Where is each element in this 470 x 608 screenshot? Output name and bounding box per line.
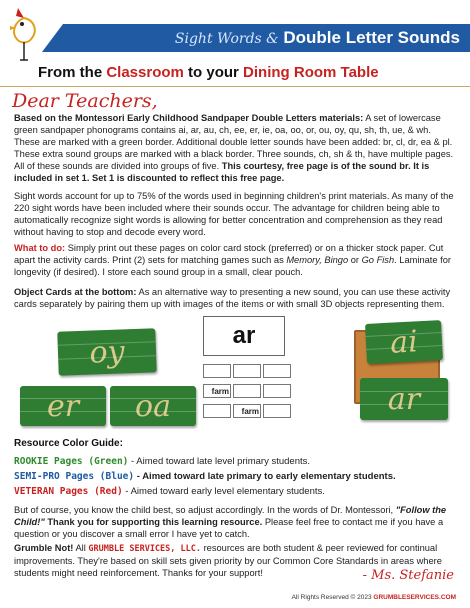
sandpaper-card-oa — [110, 386, 196, 426]
semipro-label: SEMI-PRO Pages (Blue) — [14, 471, 135, 482]
object-cards-bold: Object Cards at the bottom: — [14, 287, 137, 297]
sandpaper-card-ai — [365, 320, 443, 364]
title-script: Sight Words & — [174, 31, 279, 47]
card-letters: ai — [389, 323, 419, 361]
follow-quote: "Follow the Child!" — [14, 505, 447, 527]
subtitle-mid: to your — [183, 64, 244, 81]
subtitle-pre: From the — [38, 64, 107, 81]
object-card-blank — [203, 364, 231, 378]
card-letters: er — [46, 388, 80, 424]
object-card-blank — [233, 364, 261, 378]
semipro-text: - Aimed toward late primary to early elementary students. — [134, 471, 396, 482]
paragraph-follow-child — [14, 504, 456, 540]
guide-row-semipro — [14, 471, 396, 482]
intro-text: A set of lowercase green sandpaper phonograms contains ai, ar, au, ch, ee, er, ie, oa, oo, or, ou, oy, qu, sh, th, ue, & wh. These are marked with a green border. Additional double letter sounds have been added: br, cl, dr, ea & pl. These extra sound groups are marked with a black border. Three sounds, ch, sh & th, have multiple pages. All of these sounds are divided into groups of five. — [14, 113, 454, 171]
paragraph-intro — [14, 112, 456, 184]
signature: - Ms. Stefanie — [362, 568, 454, 583]
card-letters: ar — [387, 381, 421, 417]
header-banner — [0, 0, 470, 62]
subtitle-classroom: Classroom — [106, 64, 184, 81]
footer-text: All Rights Reserved © 2023 — [291, 594, 374, 601]
object-card-example — [200, 316, 294, 428]
footer-link[interactable]: GRUMBLESERVICES.COM — [373, 594, 456, 601]
grumble-text: All — [73, 543, 89, 553]
photo-area — [0, 316, 470, 430]
guide-row-rookie — [14, 456, 310, 467]
what-to-do-games: Memory, Bingo — [286, 255, 349, 265]
paragraph-sight-words: Sight words account for up to 75% of the words used in beginning children's print materials. As many of the 220 sight words have been included where their sounds occur. The advantage for children being able to automatically recognize sight words is allowing for better concentration and comprehension as they read without having to stop and decode every word. — [14, 191, 454, 237]
subtitle — [38, 64, 379, 81]
follow-text: But of course, you know the child best, so adjust accordingly. In the words of Dr. Montessori, — [14, 505, 396, 515]
sandpaper-card-er — [20, 386, 106, 426]
what-to-do-text: Simply print out these pages on color card stock (preferred) or on a thicker stock paper. Cut apart the activity cards. Print (2) sets for matching games such as — [14, 243, 444, 265]
object-cards-text: As an alternative way to presenting a new sound, you can use these activity cards separately by pairing them up with images of the items or with small 3D objects representing them. — [14, 287, 451, 309]
card-letters: oy — [88, 333, 126, 371]
veteran-label: VETERAN Pages (Red) — [14, 486, 123, 497]
object-word: farm — [211, 386, 229, 396]
card-letters: oa — [135, 388, 171, 424]
object-word: farm — [241, 406, 259, 416]
object-card-blank — [263, 364, 291, 378]
footer — [292, 594, 456, 601]
what-to-do-gofish: Go Fish — [361, 255, 395, 265]
object-card-blank — [233, 384, 261, 398]
page-title — [175, 28, 460, 48]
subtitle-dining: Dining Room Table — [243, 64, 379, 81]
object-card-blank — [203, 404, 231, 418]
grumble-text-2: resources are both student & peer reviewed for continual improvements. They're based on skill sets given priority by our Common Core Standards in areas where students might need reinforcement. Thanks for your support! — [14, 543, 442, 578]
title-main: Double Letter Sounds — [283, 28, 460, 47]
object-card-letters: ar — [203, 316, 285, 356]
brand-name: GRUMBLE SERVICES, LLC. — [88, 544, 201, 554]
object-card-word — [203, 384, 231, 398]
object-card-word — [233, 404, 261, 418]
follow-text-2: Please feel free to contact me if you have a question or you discover a small error I have yet to catch. — [14, 517, 444, 539]
sandpaper-card-ar — [360, 378, 448, 420]
follow-bold: Thank you for supporting this learning resource. — [44, 517, 263, 527]
intro-bold: Based on the Montessori Early Childhood Sandpaper Double Letters materials: — [14, 113, 364, 123]
intro-bold-2: This courtesy, free page is of the sound br. It is included in set 1. Set 1 is discounted to reflect this free page. — [14, 161, 430, 183]
greeting: Dear Teachers, — [12, 90, 158, 112]
grumble-bold: Grumble Not! — [14, 543, 74, 553]
rookie-label: ROOKIE Pages (Green) — [14, 456, 129, 467]
sandpaper-card-oy — [57, 328, 156, 375]
paragraph-object-cards — [14, 286, 456, 310]
object-card-blank — [263, 384, 291, 398]
what-to-do-or: or — [348, 255, 362, 265]
what-to-do-label: What to do: — [14, 243, 66, 253]
veteran-text: - Aimed toward early level elementary students. — [122, 486, 325, 497]
paragraph-what-to-do — [14, 242, 456, 278]
what-to-do-end: . Laminate for longevity (if desired). I store each sound group in a small, clear pouch. — [14, 255, 451, 277]
guide-row-veteran — [14, 486, 325, 497]
guide-title: Resource Color Guide: — [14, 438, 123, 449]
rookie-text: - Aimed toward late level primary students. — [128, 456, 311, 467]
bird-logo-icon — [4, 4, 48, 62]
divider — [0, 86, 470, 87]
object-card-blank — [263, 404, 291, 418]
